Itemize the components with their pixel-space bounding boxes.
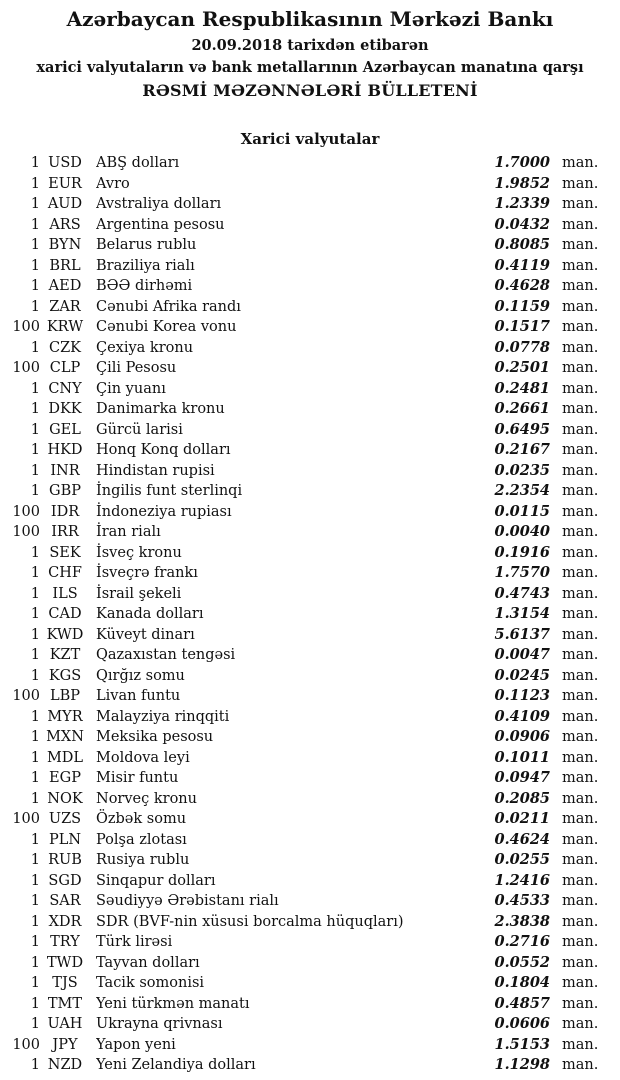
currency-code: EUR — [48, 175, 82, 192]
rate-value: 0.1517 — [494, 318, 550, 335]
currency-quantity: 100 — [12, 319, 40, 335]
unit-label: man. — [562, 975, 599, 991]
currency-quantity: 1 — [30, 606, 40, 622]
rate-row — [0, 891, 620, 912]
rate-row — [0, 317, 620, 338]
rate-row — [0, 215, 620, 236]
unit-label: man. — [562, 934, 599, 950]
rate-row — [0, 748, 620, 769]
currency-code: LBP — [49, 688, 81, 704]
currency-name: Honq Konq dolları — [96, 442, 231, 458]
currency-name: İran rialı — [96, 524, 161, 540]
rate-value: 1.7570 — [494, 564, 550, 581]
currency-name: Səudiyyə Ərəbistanı rialı — [96, 893, 279, 909]
unit-label: man. — [562, 298, 599, 315]
unit-label: man. — [562, 503, 599, 520]
rate-row — [0, 522, 620, 543]
unit-label: man. — [562, 852, 599, 868]
currency-quantity: 1 — [30, 483, 40, 499]
unit-label: man. — [562, 749, 599, 766]
currency-quantity: 1 — [30, 196, 40, 212]
currency-quantity: 100 — [12, 503, 40, 520]
unit-label: man. — [562, 688, 599, 704]
rate-value: 0.1011 — [494, 748, 550, 766]
rate-row — [0, 584, 620, 605]
rate-row — [0, 461, 620, 482]
currency-quantity: 1 — [30, 790, 40, 807]
currency-code: CZK — [48, 339, 81, 356]
currency-name: Sinqapur dolları — [96, 872, 216, 889]
currency-code: ZAR — [49, 298, 81, 315]
currency-quantity: 1 — [30, 339, 40, 356]
rate-value: 5.6137 — [494, 625, 550, 643]
rate-value: 0.0047 — [494, 646, 550, 663]
rate-row — [0, 625, 620, 646]
rate-value: 0.2501 — [494, 359, 550, 376]
currency-name: İsrail şekeli — [96, 585, 182, 602]
currency-quantity: 1 — [30, 544, 40, 561]
rate-value: 0.4628 — [494, 277, 550, 294]
currency-name: Yeni Zelandiya dolları — [96, 1057, 256, 1073]
currency-code: DKK — [48, 401, 82, 417]
currency-code: CNY — [48, 380, 82, 397]
unit-label: man. — [562, 462, 599, 479]
currency-code: BYN — [48, 237, 82, 253]
unit-label: man. — [562, 339, 599, 356]
currency-code: EGP — [49, 770, 81, 786]
currency-code: UAH — [47, 1016, 83, 1032]
currency-name: Qırğız somu — [96, 667, 185, 684]
currency-code: PLN — [48, 831, 82, 848]
currency-code: AED — [48, 278, 82, 294]
currency-quantity: 100 — [12, 1036, 40, 1053]
unit-label: man. — [562, 708, 599, 725]
rate-value: 0.0432 — [494, 215, 550, 233]
currency-name: Meksika pesosu — [96, 729, 214, 745]
currency-code: GBP — [49, 483, 81, 499]
currency-quantity: 1 — [30, 749, 40, 766]
currency-name: Moldova leyi — [96, 749, 190, 766]
currency-name: Tacik somonisi — [96, 975, 205, 991]
currency-quantity: 1 — [30, 667, 40, 684]
rate-value: 0.4109 — [494, 707, 550, 725]
rate-row — [0, 707, 620, 728]
rate-value: 2.2354 — [494, 482, 550, 499]
rate-value: 1.7000 — [494, 154, 550, 171]
currency-code: ILS — [52, 585, 78, 602]
currency-quantity: 1 — [30, 872, 40, 889]
unit-label: man. — [562, 585, 599, 602]
currency-name: İngilis funt sterlinqi — [96, 483, 243, 499]
currency-code: MXN — [46, 729, 84, 745]
rate-value: 0.2085 — [494, 789, 550, 807]
unit-label: man. — [562, 360, 599, 376]
rate-value: 0.1916 — [494, 543, 550, 561]
unit-label: man. — [562, 278, 599, 294]
currency-code: BRL — [49, 257, 81, 274]
currency-quantity: 1 — [30, 852, 40, 868]
currency-name: Ukrayna qrivnası — [96, 1016, 223, 1032]
currency-code: HKD — [47, 442, 83, 458]
currency-code: CLP — [49, 360, 81, 376]
rate-value: 1.2416 — [494, 871, 550, 889]
rate-row — [0, 789, 620, 810]
currency-name: Argentina pesosu — [96, 216, 225, 233]
unit-label: man. — [562, 565, 599, 581]
rate-value: 0.4743 — [494, 584, 550, 602]
rate-value: 0.0552 — [494, 953, 550, 971]
unit-label: man. — [562, 216, 599, 233]
rate-row — [0, 297, 620, 318]
unit-label: man. — [562, 770, 599, 786]
currency-quantity: 1 — [30, 175, 40, 192]
unit-label: man. — [562, 1036, 599, 1053]
currency-quantity: 1 — [30, 401, 40, 417]
rate-value: 1.1298 — [494, 1056, 550, 1073]
currency-name: Danimarka kronu — [96, 401, 225, 417]
rate-value: 2.3838 — [494, 912, 550, 930]
currency-quantity: 1 — [30, 1057, 40, 1073]
rate-value: 0.2661 — [494, 400, 550, 417]
currency-code: TJS — [52, 975, 78, 991]
rate-row — [0, 235, 620, 256]
currency-name: Küveyt dinarı — [96, 626, 195, 643]
currency-quantity: 1 — [30, 708, 40, 725]
currency-name: Malayziya rinqqiti — [96, 708, 230, 725]
rate-value: 0.0906 — [494, 728, 550, 745]
rate-row — [0, 932, 620, 953]
rate-value: 0.0245 — [494, 666, 550, 684]
unit-label: man. — [562, 667, 599, 684]
rate-row — [0, 645, 620, 666]
currency-name: Türk lirəsi — [96, 934, 173, 950]
unit-label: man. — [562, 257, 599, 274]
rate-row — [0, 850, 620, 871]
unit-label: man. — [562, 237, 599, 253]
rate-value: 0.2716 — [494, 933, 550, 950]
currency-quantity: 1 — [30, 216, 40, 233]
currency-name: Çexiya kronu — [96, 339, 194, 356]
unit-label: man. — [562, 175, 599, 192]
currency-quantity: 1 — [30, 462, 40, 479]
currency-quantity: 1 — [30, 278, 40, 294]
currency-name: Avstraliya dolları — [96, 196, 222, 212]
unit-label: man. — [562, 421, 599, 438]
currency-name: Polşa zlotası — [96, 831, 187, 848]
rate-value: 0.2167 — [494, 441, 550, 458]
unit-label: man. — [562, 606, 599, 622]
currency-name: Çin yuanı — [96, 380, 166, 397]
currency-code: USD — [48, 155, 82, 171]
currency-name: BƏƏ dirhəmi — [96, 278, 193, 294]
currency-name: İndoneziya rupiası — [96, 503, 232, 520]
rate-value: 0.8085 — [494, 236, 550, 253]
currency-code: MYR — [47, 708, 83, 725]
unit-label: man. — [562, 442, 599, 458]
rate-value: 0.4624 — [494, 830, 550, 848]
rate-row — [0, 420, 620, 441]
currency-code: MDL — [46, 749, 84, 766]
rate-value: 0.0255 — [494, 851, 550, 868]
currency-name: Cənubi Afrika randı — [96, 298, 241, 315]
unit-label: man. — [562, 155, 599, 171]
currency-code: XDR — [48, 913, 82, 930]
currency-code: TRY — [50, 934, 80, 950]
rate-value: 0.0235 — [494, 461, 550, 479]
currency-quantity: 1 — [30, 893, 40, 909]
currency-name: Rusiya rublu — [96, 852, 190, 868]
currency-name: Qazaxıstan tengəsi — [96, 647, 236, 663]
currency-quantity: 1 — [30, 257, 40, 274]
rate-value: 0.4857 — [494, 994, 550, 1012]
rate-value: 0.0778 — [494, 338, 550, 356]
rates-table — [0, 153, 620, 1076]
currency-quantity: 100 — [12, 811, 40, 827]
unit-label: man. — [562, 995, 599, 1012]
rate-value: 0.1804 — [494, 974, 550, 991]
rate-row — [0, 563, 620, 584]
rate-row — [0, 174, 620, 195]
currency-code: NOK — [47, 790, 83, 807]
currency-quantity: 1 — [30, 647, 40, 663]
currency-quantity: 1 — [30, 442, 40, 458]
currency-quantity: 100 — [12, 524, 40, 540]
currency-quantity: 1 — [30, 1016, 40, 1032]
rate-row — [0, 727, 620, 748]
unit-label: man. — [562, 483, 599, 499]
currency-code: IRR — [51, 524, 79, 540]
rate-row — [0, 686, 620, 707]
currency-code: ARS — [49, 216, 81, 233]
currency-code: SGD — [48, 872, 82, 889]
currency-code: GEL — [49, 421, 81, 438]
currency-quantity: 1 — [30, 913, 40, 930]
currency-name: Özbək somu — [96, 811, 187, 827]
unit-label: man. — [562, 954, 599, 971]
unit-label: man. — [562, 872, 599, 889]
rate-row — [0, 604, 620, 625]
rate-value: 0.0606 — [494, 1015, 550, 1032]
unit-label: man. — [562, 1016, 599, 1032]
currency-quantity: 1 — [30, 995, 40, 1012]
currency-name: İsveçrə frankı — [96, 565, 198, 581]
rate-row — [0, 953, 620, 974]
rate-value: 0.4119 — [494, 256, 550, 274]
rate-row — [0, 973, 620, 994]
currency-name: Gürcü larisi — [96, 421, 183, 438]
currency-code: KGS — [48, 667, 82, 684]
currency-name: Braziliya rialı — [96, 257, 195, 274]
currency-code: AUD — [47, 196, 83, 212]
rate-value: 0.0115 — [494, 502, 550, 520]
rate-row — [0, 666, 620, 687]
unit-label: man. — [562, 1057, 599, 1073]
currency-name: Livan funtu — [96, 688, 181, 704]
unit-label: man. — [562, 626, 599, 643]
currency-quantity: 1 — [30, 585, 40, 602]
currency-quantity: 100 — [12, 360, 40, 376]
rate-value: 0.1159 — [494, 297, 550, 315]
rate-row — [0, 1035, 620, 1056]
unit-label: man. — [562, 524, 599, 540]
currency-code: UZS — [48, 811, 82, 827]
currency-quantity: 1 — [30, 565, 40, 581]
currency-name: Cənubi Korea vonu — [96, 319, 237, 335]
unit-label: man. — [562, 647, 599, 663]
unit-label: man. — [562, 790, 599, 807]
rate-value: 0.4533 — [494, 892, 550, 909]
rate-row — [0, 543, 620, 564]
rate-value: 1.2339 — [494, 195, 550, 212]
bulletin-document — [0, 7, 620, 1080]
rate-row — [0, 276, 620, 297]
bulletin-heading: RƏSMİ MƏZƏNNƏLƏRİ BÜLLETENİ — [142, 81, 478, 100]
currency-name: Norveç kronu — [96, 790, 197, 807]
currency-code: IDR — [50, 503, 80, 520]
currency-name: İsveç kronu — [96, 544, 182, 561]
unit-label: man. — [562, 319, 599, 335]
currency-quantity: 1 — [30, 298, 40, 315]
unit-label: man. — [562, 729, 599, 745]
unit-label: man. — [562, 831, 599, 848]
rate-row — [0, 809, 620, 830]
rate-row — [0, 481, 620, 502]
currency-name: Yapon yeni — [96, 1036, 176, 1053]
rate-value: 0.6495 — [494, 420, 550, 438]
effective-date-line: 20.09.2018 tarixdən etibarən — [191, 37, 429, 54]
bulletin-subtitle: xarici valyutaların və bank metallarının Azərbaycan manatına qarşı — [36, 59, 584, 76]
rate-value: 0.2481 — [494, 379, 550, 397]
rate-row — [0, 440, 620, 461]
currency-name: Avro — [96, 175, 130, 192]
currency-quantity: 1 — [30, 831, 40, 848]
currency-code: KZT — [49, 647, 81, 663]
rate-row — [0, 358, 620, 379]
rate-row — [0, 338, 620, 359]
currency-code: SEK — [49, 544, 81, 561]
currency-code: CAD — [48, 606, 82, 622]
rate-row — [0, 871, 620, 892]
currency-quantity: 1 — [30, 934, 40, 950]
currency-code: NZD — [47, 1057, 83, 1073]
currency-quantity: 1 — [30, 770, 40, 786]
currency-quantity: 1 — [30, 155, 40, 171]
currency-code: KRW — [46, 319, 84, 335]
rate-row — [0, 399, 620, 420]
currency-code: JPY — [52, 1036, 78, 1053]
currency-code: KWD — [46, 626, 84, 643]
currency-name: Belarus rublu — [96, 237, 197, 253]
currency-quantity: 100 — [12, 688, 40, 704]
currency-name: ABŞ dolları — [96, 155, 180, 171]
currency-quantity: 1 — [30, 421, 40, 438]
rate-row — [0, 768, 620, 789]
currency-name: Yeni türkmən manatı — [96, 995, 250, 1012]
currency-code: TWD — [46, 954, 84, 971]
rate-value: 1.5153 — [494, 1035, 550, 1053]
currency-name: Kanada dolları — [96, 606, 204, 622]
rate-row — [0, 153, 620, 174]
currency-code: INR — [50, 462, 80, 479]
currency-name: SDR (BVF-nin xüsusi borcalma hüquqları) — [96, 913, 404, 930]
rate-value: 0.1123 — [494, 687, 550, 704]
unit-label: man. — [562, 196, 599, 212]
document-header — [0, 7, 620, 101]
currency-quantity: 1 — [30, 975, 40, 991]
rate-row — [0, 194, 620, 215]
rate-row — [0, 1014, 620, 1035]
section-title-foreign-currencies: Xarici valyutalar — [240, 130, 380, 148]
rate-value: 1.9852 — [494, 174, 550, 192]
currency-code: RUB — [48, 852, 82, 868]
currency-name: Tayvan dolları — [96, 954, 200, 971]
currency-code: CHF — [48, 565, 82, 581]
rate-row — [0, 256, 620, 277]
rate-value: 0.0040 — [494, 523, 550, 540]
rate-row — [0, 502, 620, 523]
rate-row — [0, 994, 620, 1015]
currency-name: Misir funtu — [96, 770, 179, 786]
unit-label: man. — [562, 401, 599, 417]
bank-title: Azərbaycan Respublikasının Mərkəzi Bankı — [66, 7, 554, 31]
unit-label: man. — [562, 811, 599, 827]
rate-row — [0, 1055, 620, 1076]
currency-name: Çili Pesosu — [96, 360, 177, 376]
currency-quantity: 1 — [30, 237, 40, 253]
rate-row — [0, 912, 620, 933]
currency-quantity: 1 — [30, 626, 40, 643]
rate-value: 0.0947 — [494, 769, 550, 786]
currency-quantity: 1 — [30, 954, 40, 971]
currency-quantity: 1 — [30, 380, 40, 397]
currency-name: Hindistan rupisi — [96, 462, 215, 479]
currency-quantity: 1 — [30, 729, 40, 745]
rate-value: 1.3154 — [494, 605, 550, 622]
rate-row — [0, 830, 620, 851]
unit-label: man. — [562, 893, 599, 909]
rate-row — [0, 379, 620, 400]
unit-label: man. — [562, 380, 599, 397]
unit-label: man. — [562, 544, 599, 561]
rate-value: 0.0211 — [494, 810, 550, 827]
unit-label: man. — [562, 913, 599, 930]
currency-code: SAR — [49, 893, 81, 909]
currency-code: TMT — [47, 995, 83, 1012]
